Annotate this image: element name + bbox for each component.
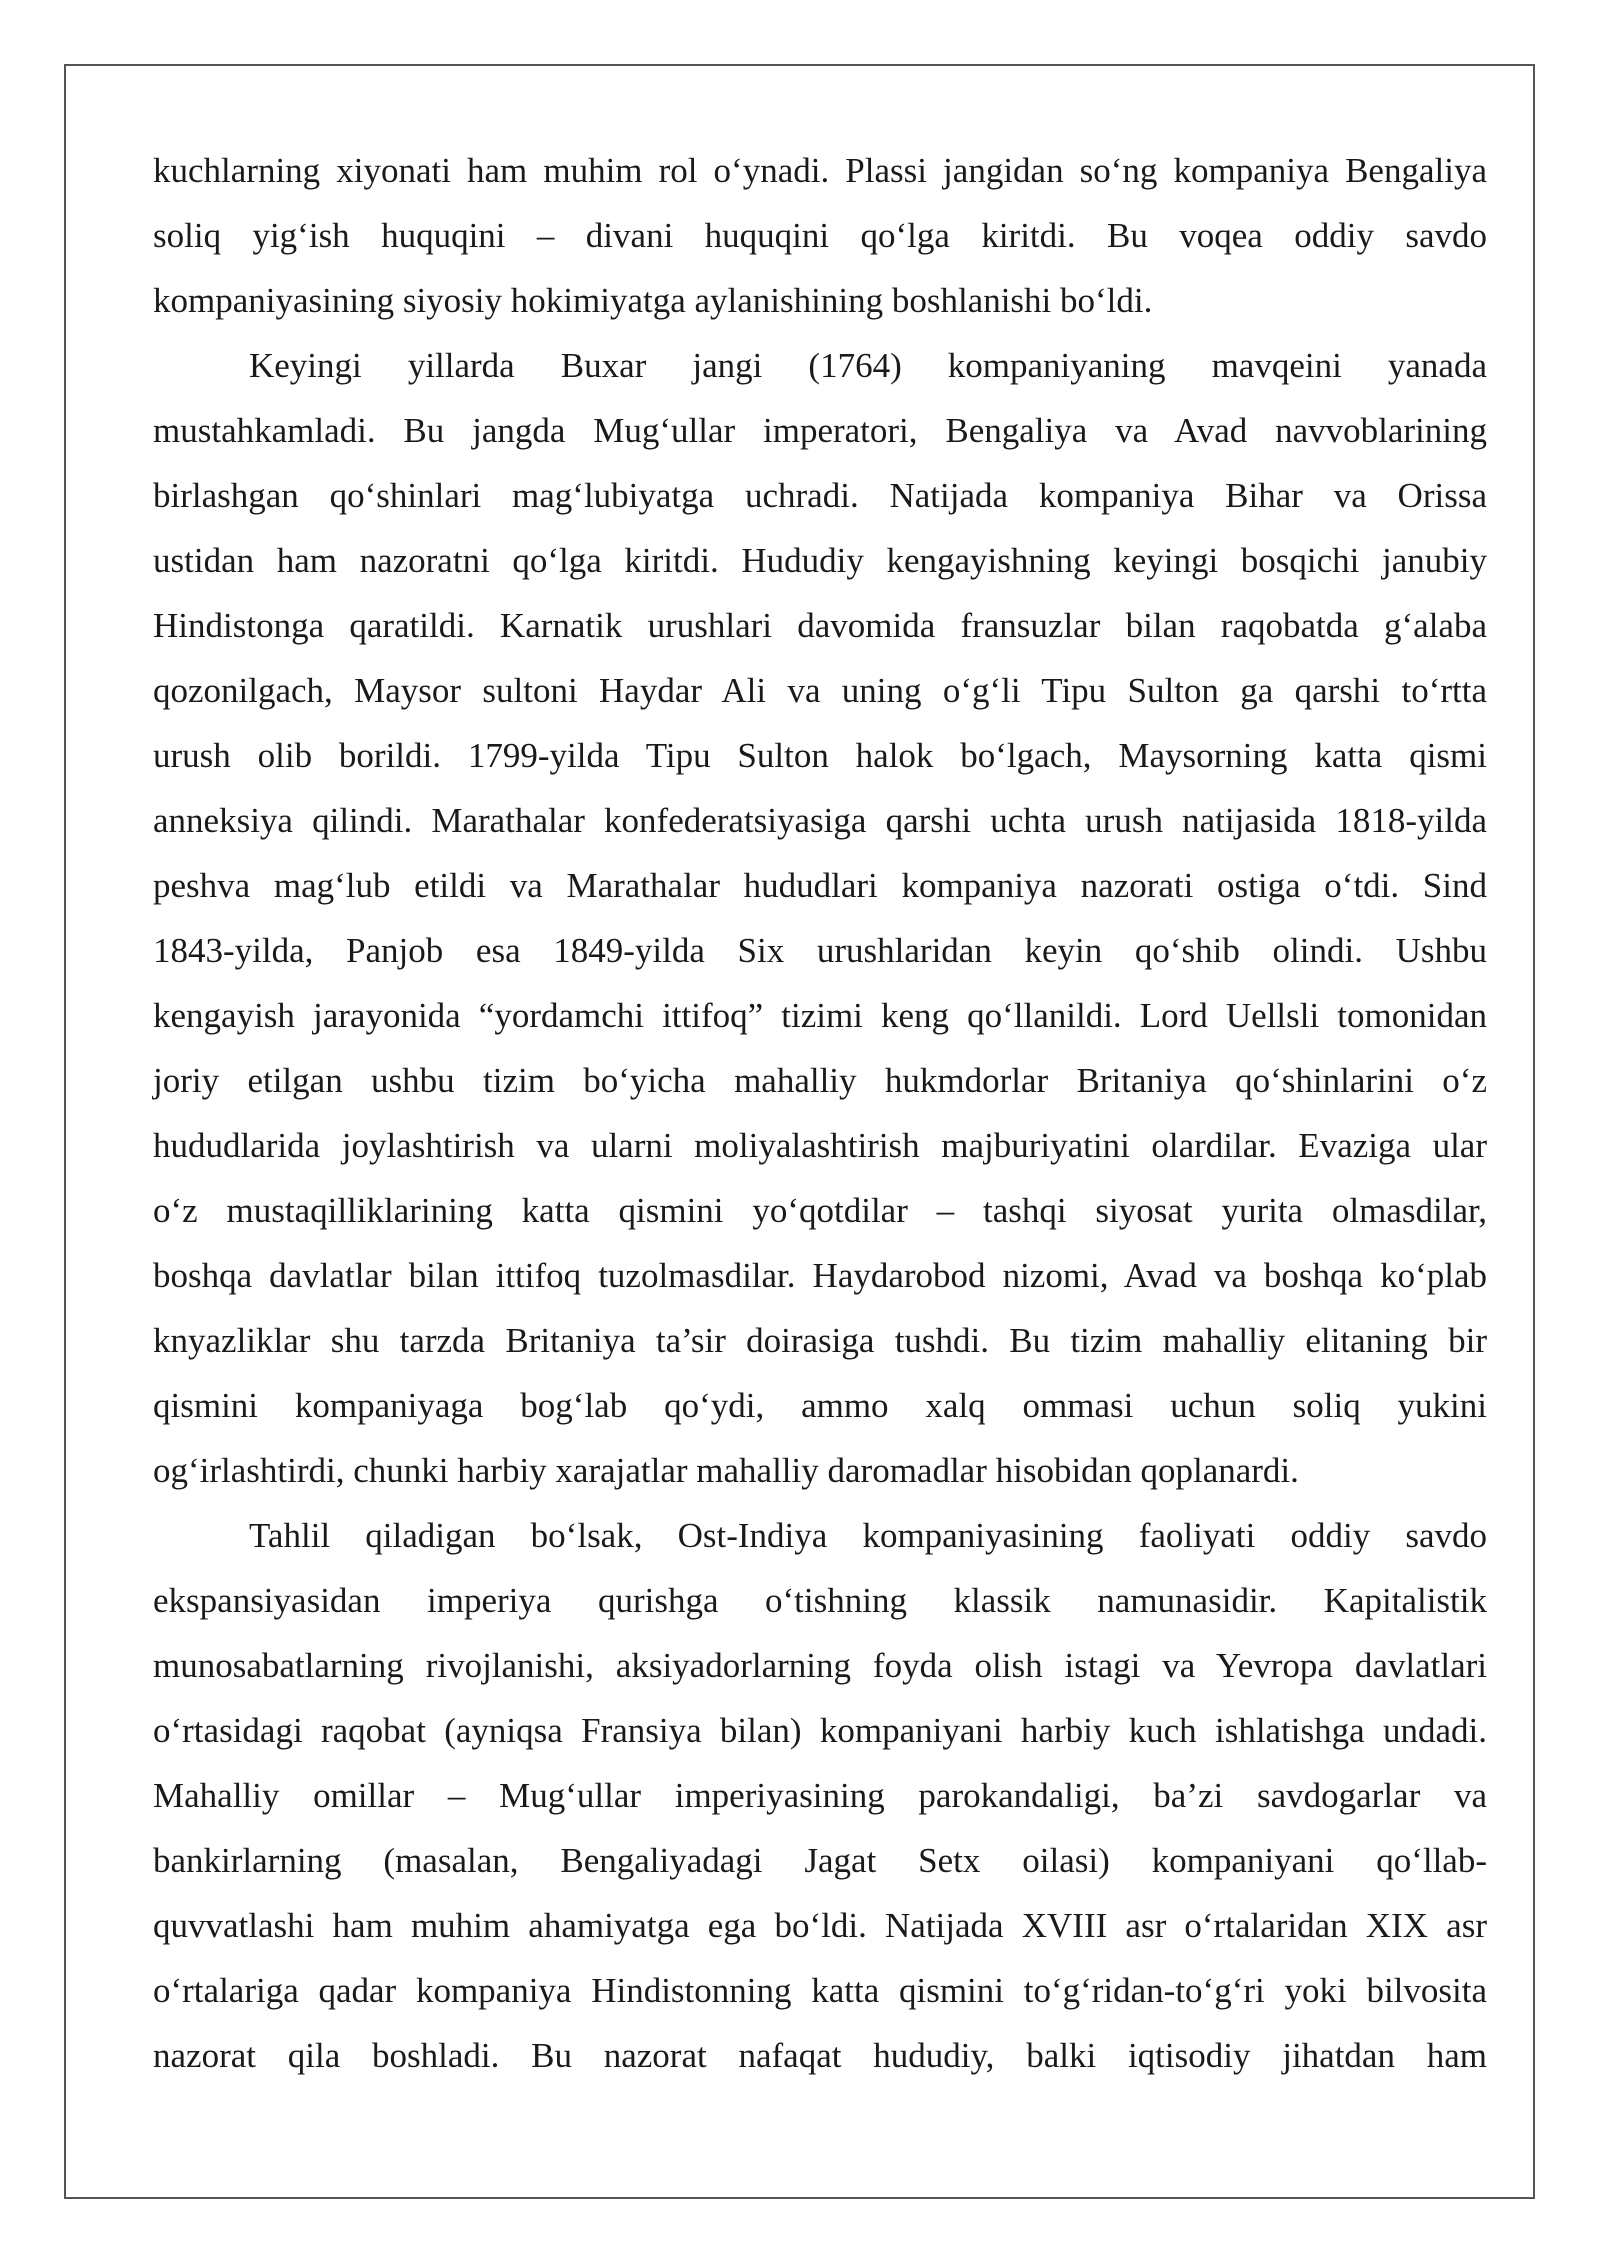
text-line: kuchlarning xiyonati ham muhim rol o‘ynadi. Plassi jangidan so‘ng kompaniya Bengaliya: [153, 151, 1487, 190]
text-line: boshqa davlatlar bilan ittifoq tuzolmasdilar. Haydarobod nizomi, Avad va boshqa ko‘plab: [153, 1256, 1487, 1295]
text-line: urush olib borildi. 1799-yilda Tipu Sulton halok bo‘lgach, Maysorning katta qismi: [153, 736, 1487, 775]
text-line: soliq yig‘ish huquqini – divani huquqini qo‘lga kiritdi. Bu voqea oddiy savdo: [153, 216, 1487, 255]
text-line: nazorat qila boshladi. Bu nazorat nafaqat hududiy, balki iqtisodiy jihatdan ham: [153, 2036, 1487, 2075]
paragraph-end-line: og‘irlashtirdi, chunki harbiy xarajatlar mahalliy daromadlar hisobidan qoplanardi.: [153, 1451, 1299, 1490]
text-line: qozonilgach, Maysor sultoni Haydar Ali va uning o‘g‘li Tipu Sulton ga qarshi to‘rtta: [153, 671, 1487, 710]
text-line: Hindistonga qaratildi. Karnatik urushlari davomida fransuzlar bilan raqobatda g‘alaba: [153, 606, 1487, 645]
text-line: o‘rtasidagi raqobat (ayniqsa Fransiya bilan) kompaniyani harbiy kuch ishlatishga undadi.: [153, 1711, 1487, 1750]
text-line: hududlarida joylashtirish va ularni moliyalashtirish majburiyatini olardilar. Evaziga ular: [153, 1126, 1487, 1165]
text-line: anneksiya qilindi. Marathalar konfederatsiyasiga qarshi uchta urush natijasida 1818-yilda: [153, 801, 1487, 840]
text-line: o‘z mustaqilliklarining katta qismini yo‘qotdilar – tashqi siyosat yurita olmasdilar,: [153, 1191, 1487, 1230]
text-line: qismini kompaniyaga bog‘lab qo‘ydi, ammo xalq ommasi uchun soliq yukini: [153, 1386, 1487, 1425]
text-line: 1843-yilda, Panjob esa 1849-yilda Six urushlaridan keyin qo‘shib olindi. Ushbu: [153, 931, 1487, 970]
text-line: birlashgan qo‘shinlari mag‘lubiyatga uchradi. Natijada kompaniya Bihar va Orissa: [153, 476, 1487, 515]
text-line: bankirlarning (masalan, Bengaliyadagi Jagat Setx oilasi) kompaniyani qo‘llab-: [153, 1841, 1487, 1880]
text-line: joriy etilgan ushbu tizim bo‘yicha mahalliy hukmdorlar Britaniya qo‘shinlarini o‘z: [153, 1061, 1487, 1100]
text-line: knyazliklar shu tarzda Britaniya ta’sir doirasiga tushdi. Bu tizim mahalliy elitaning bir: [153, 1321, 1487, 1360]
text-line: peshva mag‘lub etildi va Marathalar hududlari kompaniya nazorati ostiga o‘tdi. Sind: [153, 866, 1487, 905]
paragraph-first-line: Tahlil qiladigan bo‘lsak, Ost-Indiya kompaniyasining faoliyati oddiy savdo: [249, 1516, 1487, 1555]
paragraph-end-line: kompaniyasining siyosiy hokimiyatga aylanishining boshlanishi bo‘ldi.: [153, 281, 1153, 320]
paragraph-first-line: Keyingi yillarda Buxar jangi (1764) kompaniyaning mavqeini yanada: [249, 346, 1487, 385]
text-line: o‘rtalariga qadar kompaniya Hindistonning katta qismini to‘g‘ridan-to‘g‘ri yoki bilvosita: [153, 1971, 1487, 2010]
text-line: quvvatlashi ham muhim ahamiyatga ega bo‘ldi. Natijada XVIII asr o‘rtalaridan XIX asr: [153, 1906, 1487, 1945]
text-line: kengayish jarayonida “yordamchi ittifoq” tizimi keng qo‘llanildi. Lord Uellsli tomonidan: [153, 996, 1487, 1035]
text-line: ekspansiyasidan imperiya qurishga o‘tishning klassik namunasidir. Kapitalistik: [153, 1581, 1487, 1620]
text-line: ustidan ham nazoratni qo‘lga kiritdi. Hududiy kengayishning keyingi bosqichi janubiy: [153, 541, 1487, 580]
text-line: mustahkamladi. Bu jangda Mug‘ullar imperatori, Bengaliya va Avad navvoblarining: [153, 411, 1487, 450]
text-line: munosabatlarning rivojlanishi, aksiyadorlarning foyda olish istagi va Yevropa davlatlari: [153, 1646, 1487, 1685]
text-line: Mahalliy omillar – Mug‘ullar imperiyasining parokandaligi, ba’zi savdogarlar va: [153, 1776, 1487, 1815]
